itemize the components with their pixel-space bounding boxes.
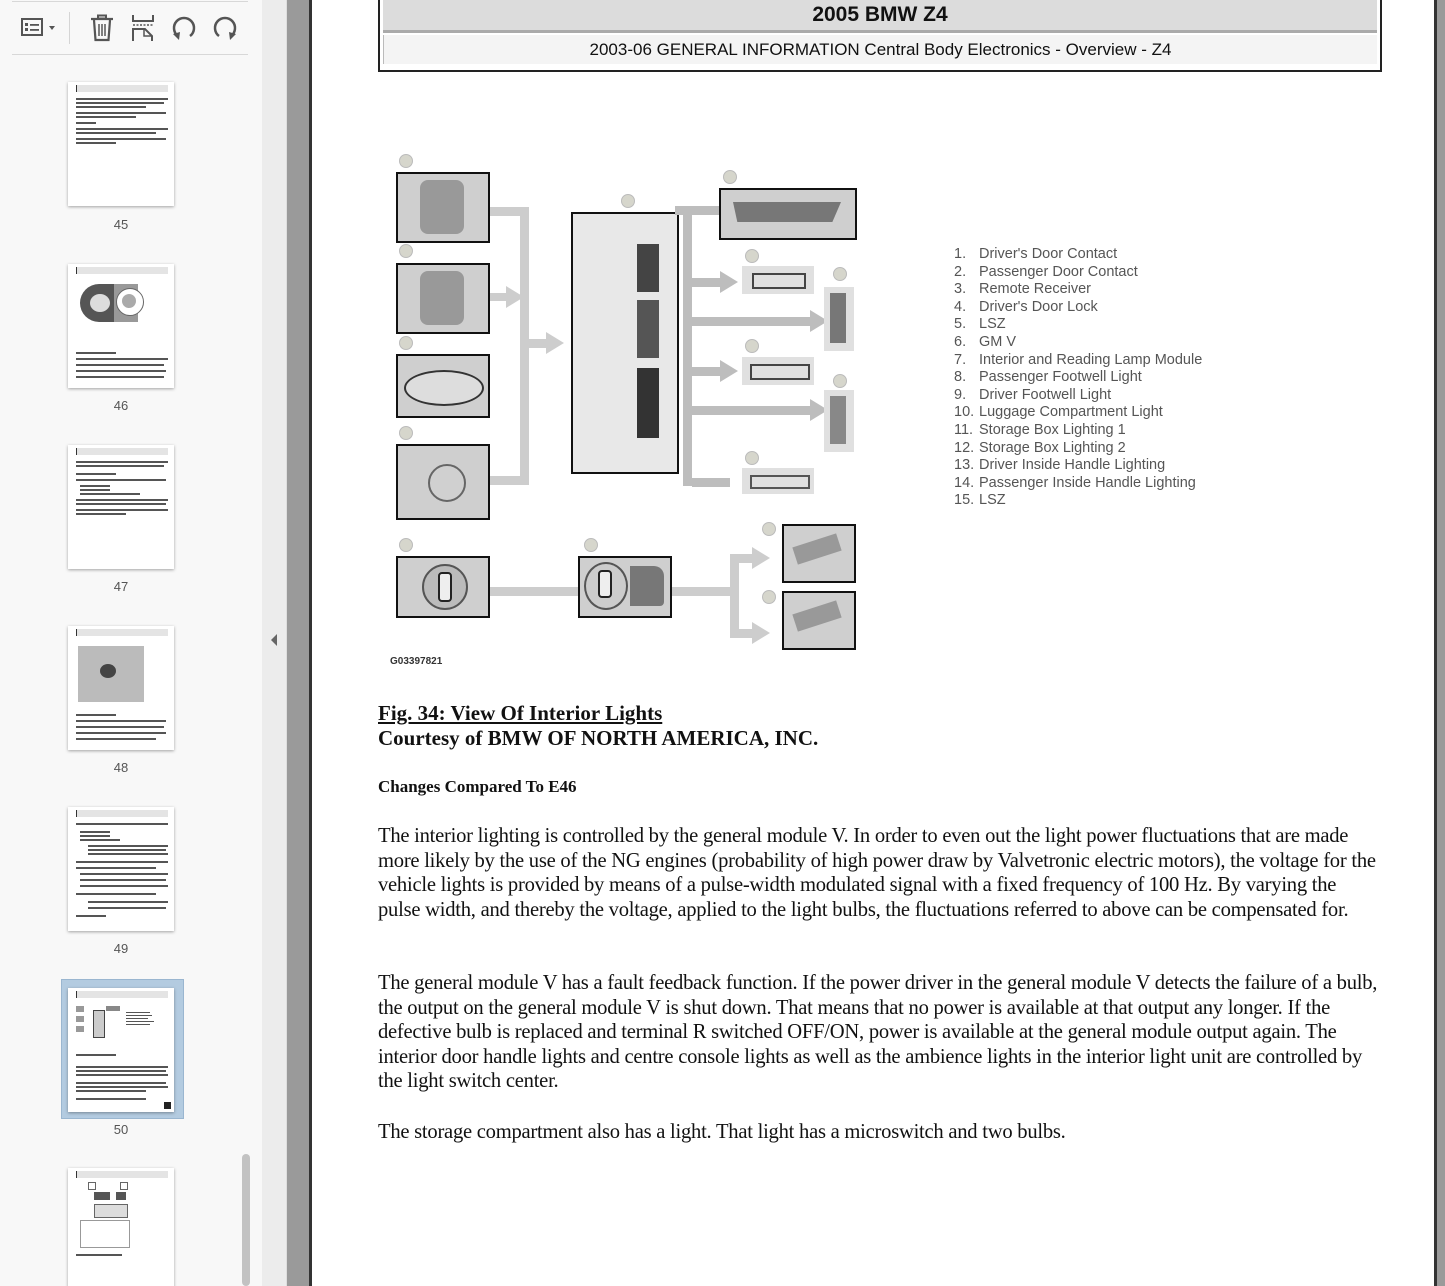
legend-label: Storage Box Lighting 1 bbox=[979, 421, 1126, 438]
legend-label: Interior and Reading Lamp Module bbox=[979, 351, 1203, 368]
legend-number: 11. bbox=[954, 421, 974, 438]
light-switch-image bbox=[396, 556, 490, 618]
document-subtitle: 2003-06 GENERAL INFORMATION Central Body Electronics - Overview - Z4 bbox=[383, 35, 1377, 64]
legend-number: 6. bbox=[954, 333, 967, 350]
page-thumbnail-50[interactable] bbox=[68, 988, 174, 1112]
rotate-clockwise-button[interactable] bbox=[209, 12, 241, 44]
delete-page-button[interactable] bbox=[86, 12, 118, 44]
collapse-sidebar-button[interactable] bbox=[269, 632, 279, 648]
connector bbox=[730, 554, 754, 563]
thumbnail-scrollbar-thumb[interactable] bbox=[242, 1154, 250, 1286]
legend-item bbox=[954, 422, 1202, 440]
legend-label: GM V bbox=[979, 333, 1017, 350]
connector bbox=[692, 478, 730, 487]
door-contact-image bbox=[396, 172, 490, 243]
luggage-light-image bbox=[742, 357, 814, 385]
legend-item bbox=[954, 264, 1202, 282]
section-heading: Changes Compared To E46 bbox=[378, 777, 577, 796]
inside-handle-light-image bbox=[782, 524, 856, 583]
toolbar-divider-top bbox=[12, 1, 248, 2]
callout-4 bbox=[399, 426, 413, 440]
legend-label: Driver's Door Contact bbox=[979, 246, 1118, 262]
callout-9 bbox=[399, 538, 413, 552]
legend-label: LSZ bbox=[979, 316, 1006, 333]
body-paragraph: The general module V has a fault feedback function. If the power driver in the general module V detects the failure of a bulb, the output on the general module V is shut down. That means that no power is available at that output any longer. If the defective bulb is replaced and terminal R switched OFF/ON, power is available at the general module output again. The interior door handle lights and centre console lights as well as the ambience lights in the interior light unit are controlled by the light switch center. bbox=[378, 972, 1378, 1092]
callout-2 bbox=[399, 244, 413, 258]
rotate-cw-icon bbox=[211, 14, 239, 42]
figure-legend bbox=[954, 246, 1202, 510]
connector bbox=[490, 587, 582, 596]
arrow-icon bbox=[720, 271, 738, 293]
document-canvas-background bbox=[287, 0, 309, 1286]
arrow-icon bbox=[752, 622, 770, 644]
page-thumbnails-panel bbox=[0, 0, 263, 1286]
toolbar-divider-bottom bbox=[12, 54, 248, 55]
rotate-counterclockwise-button[interactable] bbox=[168, 12, 200, 44]
body-paragraph: The storage compartment also has a light. That light has a microswitch and two bulbs. bbox=[378, 1121, 1066, 1143]
remote-receiver-image bbox=[396, 354, 490, 418]
document-title: 2005 BMW Z4 bbox=[383, 0, 1377, 33]
storage-box-light-image bbox=[742, 468, 814, 494]
arrow-icon bbox=[752, 547, 770, 569]
legend-item bbox=[954, 387, 1202, 405]
callout-11 bbox=[833, 374, 847, 388]
callout-9b bbox=[833, 267, 847, 281]
arrow-icon bbox=[546, 332, 564, 354]
connector bbox=[683, 206, 692, 486]
legend-number: 10. bbox=[954, 404, 975, 421]
sidebar-splitter[interactable] bbox=[262, 0, 287, 1286]
legend-item bbox=[954, 281, 1202, 299]
legend-item bbox=[954, 299, 1202, 317]
legend-number: 15. bbox=[954, 492, 975, 509]
thumbnail-options-button[interactable] bbox=[14, 12, 64, 44]
page-thumbnail-45[interactable] bbox=[68, 82, 174, 206]
thumbnail-list bbox=[0, 60, 237, 1286]
document-page bbox=[312, 0, 1434, 1286]
legend-label: Driver's Door Lock bbox=[979, 298, 1098, 315]
callout-3 bbox=[399, 336, 413, 350]
figure-credit: Courtesy of BMW OF NORTH AMERICA, INC. bbox=[378, 726, 819, 750]
callout-1 bbox=[399, 154, 413, 168]
toolbar-separator bbox=[69, 12, 70, 44]
callout-8 bbox=[745, 249, 759, 263]
callout-13 bbox=[762, 522, 776, 536]
page-thumbnail-46[interactable] bbox=[68, 264, 174, 388]
rotate-ccw-icon bbox=[170, 14, 198, 42]
thumbnail-page-number: 48 bbox=[113, 760, 129, 775]
legend-label: Passenger Inside Handle Lighting bbox=[979, 474, 1196, 491]
legend-number: 14. bbox=[954, 474, 975, 491]
callout-10 bbox=[745, 339, 759, 353]
legend-number: 9. bbox=[954, 386, 967, 403]
page-thumbnail-51[interactable] bbox=[68, 1168, 174, 1286]
legend-item bbox=[954, 352, 1202, 370]
callout-15 bbox=[584, 538, 598, 552]
footwell-light-image bbox=[824, 287, 854, 351]
legend-item bbox=[954, 316, 1202, 334]
arrow-icon bbox=[506, 286, 524, 308]
legend-number: 13. bbox=[954, 457, 975, 474]
connector bbox=[672, 587, 730, 596]
legend-item bbox=[954, 457, 1202, 475]
body-paragraph: The interior lighting is controlled by the general module V. In order to even out the light power fluctuations that are made more likely by the use of the NG engines (probability of high power draw by Valvetronic electric motors), the voltage for the vehicle lights is provided by means of a pulse-width modulated signal with a fixed frequency of 100 Hz. By varying the pulse width, and thereby the voltage, applied to the light bulbs, the fluctuations referred to above can be compensated for. bbox=[378, 825, 1376, 921]
thumbnail-options-icon bbox=[19, 17, 59, 39]
page-header-box bbox=[378, 0, 1382, 72]
connector bbox=[692, 406, 812, 415]
connector bbox=[730, 554, 739, 638]
inside-handle-light-image bbox=[782, 591, 856, 650]
legend-number: 12. bbox=[954, 439, 975, 456]
callout-14 bbox=[762, 590, 776, 604]
footwell-light-image bbox=[742, 266, 814, 294]
connector bbox=[692, 278, 722, 287]
connector bbox=[692, 367, 722, 376]
legend-number: 2. bbox=[954, 263, 967, 280]
legend-item bbox=[954, 334, 1202, 352]
legend-label: LSZ bbox=[979, 492, 1006, 509]
door-lock-image bbox=[396, 444, 490, 520]
thumbnail-page-number: 45 bbox=[113, 217, 129, 232]
figure-caption: Fig. 34: View Of Interior Lights bbox=[378, 701, 663, 725]
page-thumbnail-48[interactable] bbox=[68, 626, 174, 750]
connector bbox=[692, 317, 812, 326]
legend-number: 3. bbox=[954, 281, 967, 298]
page-thumbnail-47[interactable] bbox=[68, 445, 174, 569]
arrow-icon bbox=[720, 360, 738, 382]
page-thumbnail-49[interactable] bbox=[68, 807, 174, 931]
legend-item bbox=[954, 440, 1202, 458]
connector bbox=[675, 206, 719, 215]
legend-item bbox=[954, 404, 1202, 422]
legend-number: 4. bbox=[954, 298, 967, 315]
thumbnails-toolbar bbox=[0, 0, 262, 56]
legend-number: 5. bbox=[954, 316, 967, 333]
callout-7 bbox=[723, 170, 737, 184]
legend-label: Driver Inside Handle Lighting bbox=[979, 457, 1166, 474]
interior-lights-diagram bbox=[378, 124, 1203, 694]
legend-label: Driver Footwell Light bbox=[979, 386, 1112, 403]
door-contact-image bbox=[396, 263, 490, 334]
legend-number: 1. bbox=[954, 246, 967, 262]
legend-item bbox=[954, 475, 1202, 493]
light-switch-center-image bbox=[578, 556, 672, 618]
connector bbox=[490, 476, 528, 485]
legend-label: Remote Receiver bbox=[979, 281, 1092, 298]
dropdown-caret-icon bbox=[49, 26, 55, 30]
delete-page-icon bbox=[89, 14, 115, 42]
general-module-image bbox=[571, 212, 679, 474]
extract-page-button[interactable] bbox=[127, 12, 159, 44]
thumbnail-page-number: 46 bbox=[113, 398, 129, 413]
legend-item bbox=[954, 246, 1202, 264]
connector bbox=[528, 339, 548, 348]
storage-box-light-image bbox=[824, 390, 854, 452]
thumbnail-scrollbar[interactable] bbox=[241, 60, 251, 1286]
thumbnail-page-number: 47 bbox=[113, 579, 129, 594]
reading-lamp-module-image bbox=[719, 188, 857, 240]
extract-page-icon bbox=[130, 14, 156, 42]
legend-label: Passenger Door Contact bbox=[979, 263, 1138, 280]
chevron-left-icon bbox=[269, 632, 279, 648]
callout-12 bbox=[745, 451, 759, 465]
legend-number: 7. bbox=[954, 351, 967, 368]
callout-6 bbox=[621, 194, 635, 208]
document-canvas-background bbox=[1437, 0, 1445, 1286]
legend-label: Luggage Compartment Light bbox=[979, 404, 1163, 421]
legend-label: Storage Box Lighting 2 bbox=[979, 439, 1126, 456]
legend-item bbox=[954, 492, 1202, 510]
connector bbox=[730, 629, 754, 638]
figure-code: G03397821 bbox=[390, 656, 443, 667]
thumbnail-page-number: 50 bbox=[113, 1122, 129, 1137]
legend-label: Passenger Footwell Light bbox=[979, 369, 1142, 386]
thumbnail-page-number: 49 bbox=[113, 941, 129, 956]
legend-number: 8. bbox=[954, 369, 967, 386]
legend-item bbox=[954, 369, 1202, 387]
